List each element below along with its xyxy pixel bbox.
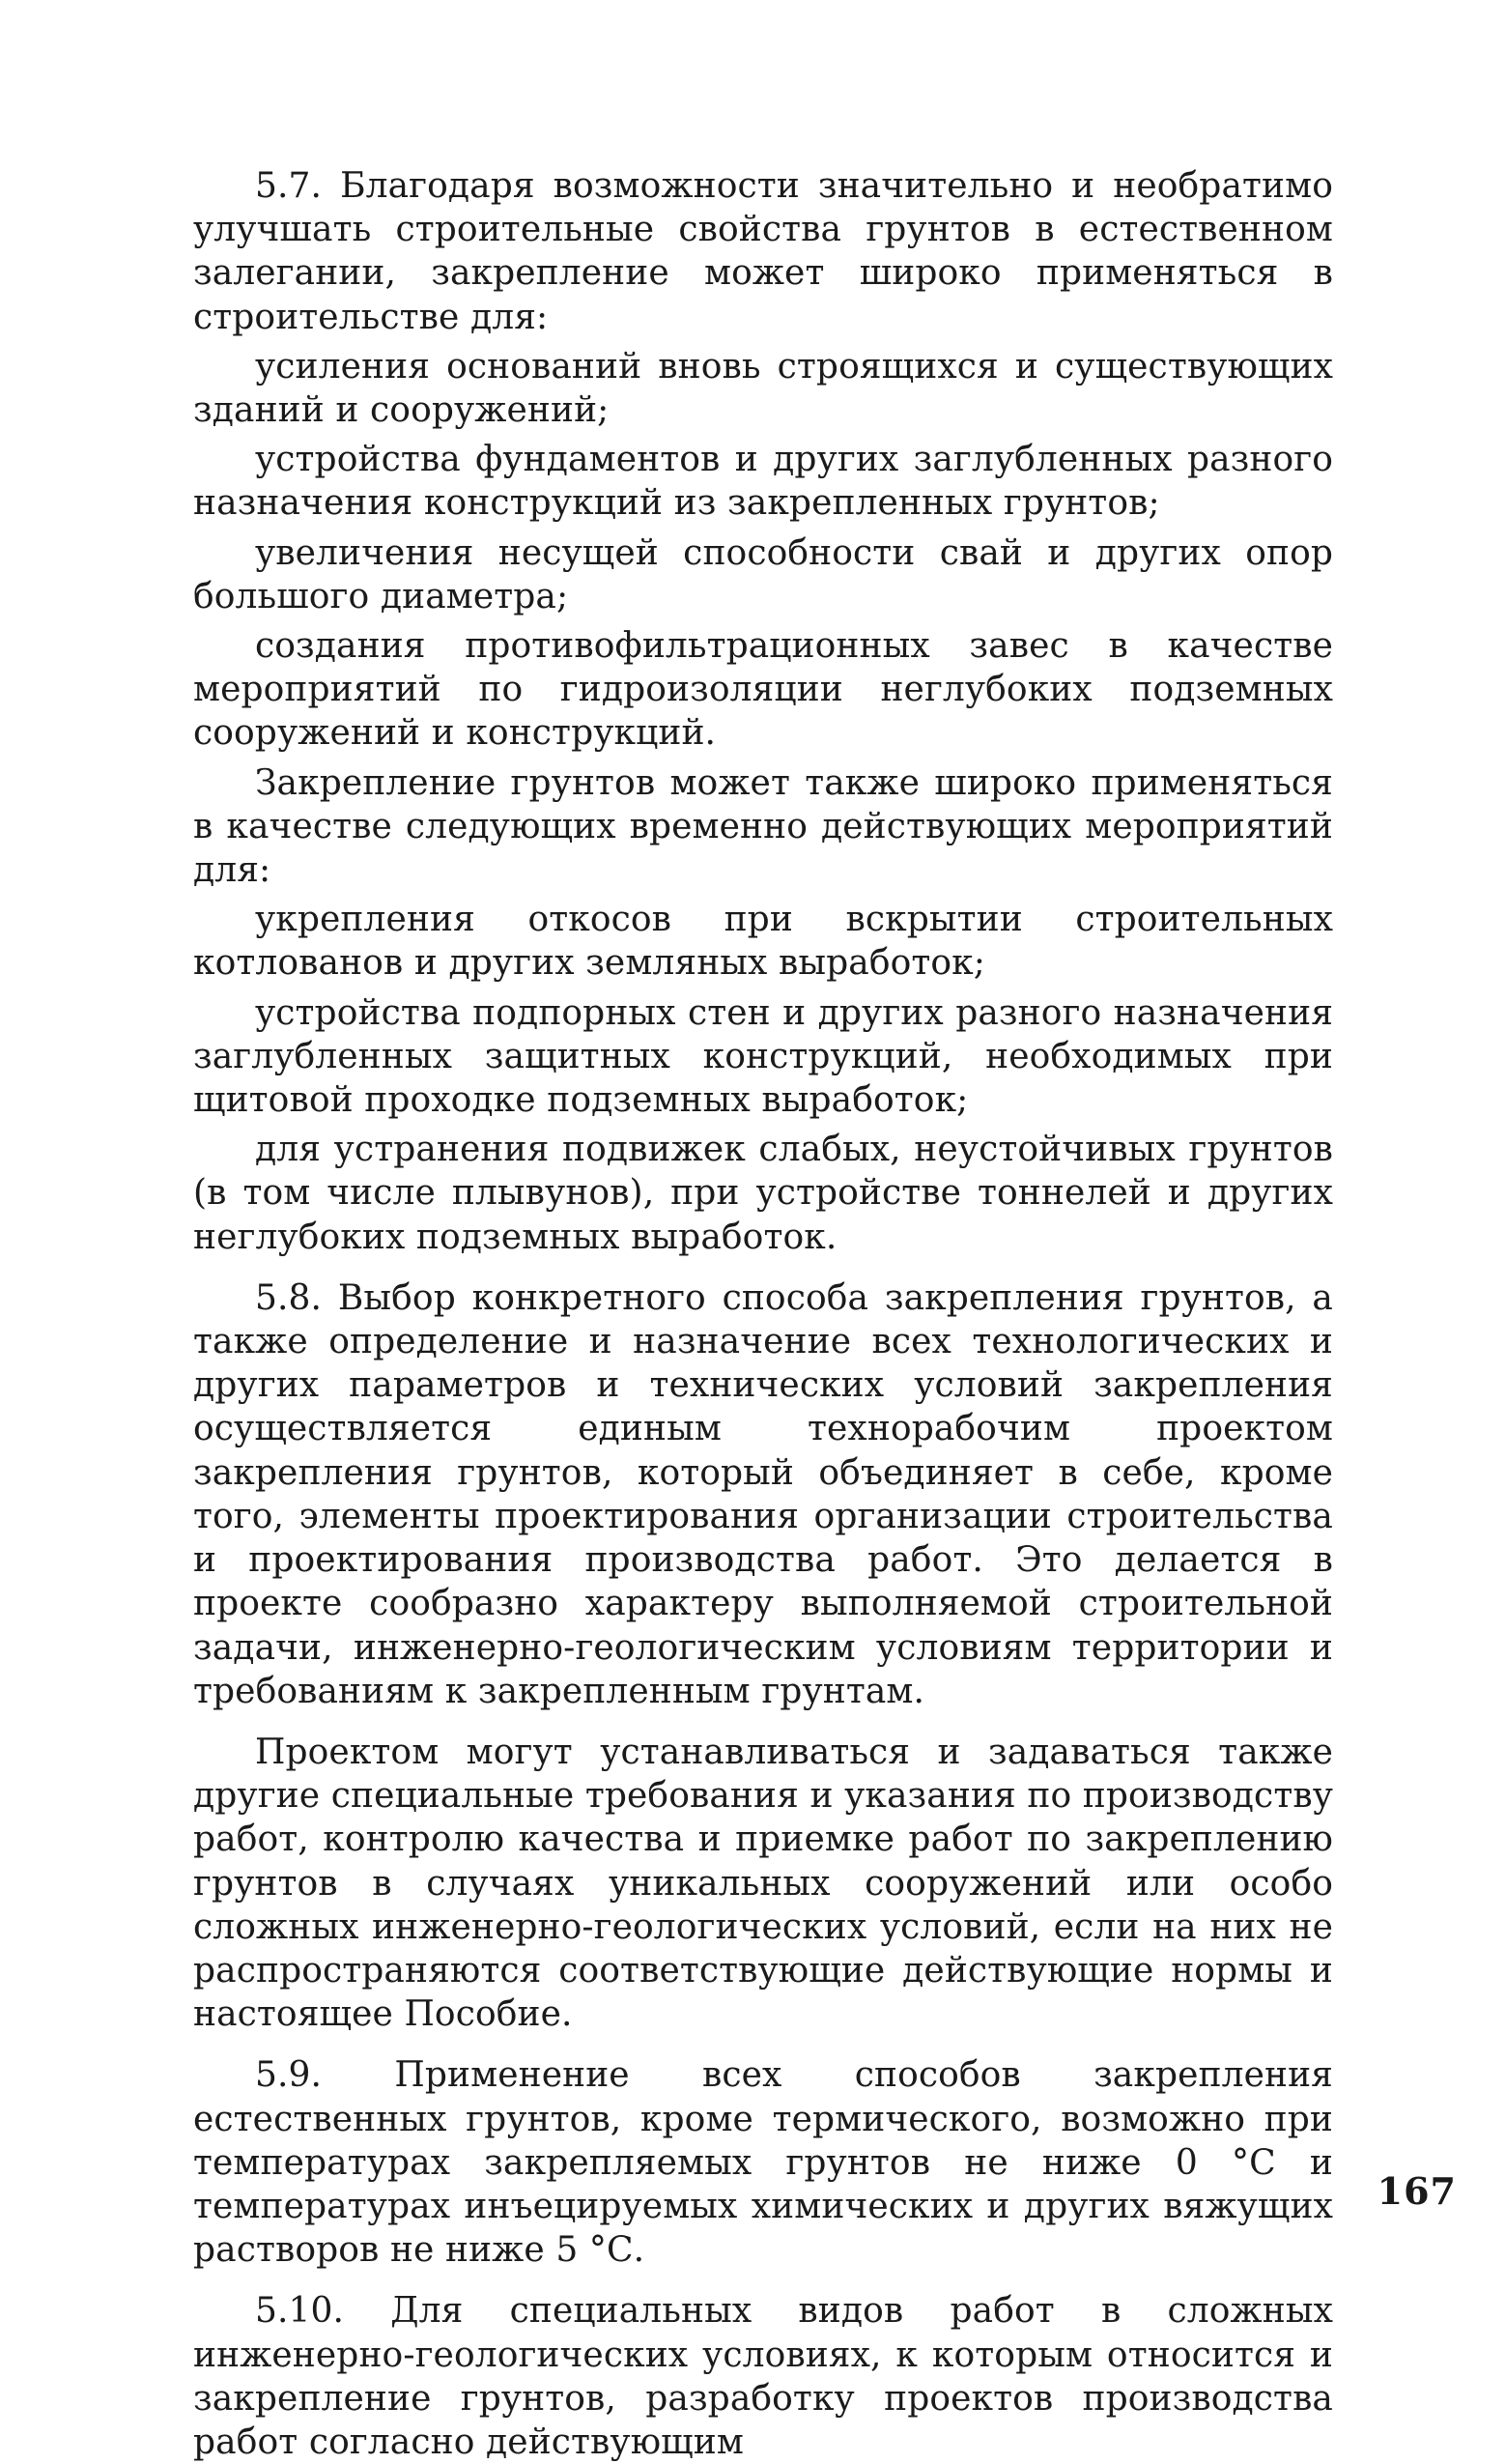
paragraph: Закрепление грунтов может также широко применяться в качестве следующих временно действующих мероприятий для:	[193, 762, 1333, 891]
list-item: устройства подпорных стен и других разного назначения заглубленных защитных конструкций, необходимых при щитовой проходке подземных выработок;	[193, 992, 1333, 1121]
paragraph-5-8: 5.8. Выбор конкретного способа закрепления грунтов, а также определение и назначение всех технологических и других параметров и технических условий закрепления осуществляется единым технорабочим проектом закрепления грунтов, который объединяет в себе, кроме того, элементы проектирования организации строительства и проектирования производства работ. Это делается в проекте сообразно характеру выполняемой строительной задачи, инженерно-геологическим условиям территории и требованиям к закрепленным грунтам.	[193, 1277, 1333, 1711]
list-item: для устранения подвижек слабых, неустойчивых грунтов (в том числе плывунов), при устройстве тоннелей и других неглубоких подземных выработок.	[193, 1130, 1333, 1257]
body-text	[193, 164, 1333, 2464]
list-item: устройства фундаментов и других заглубленных разного назначения конструкций из закрепленных грунтов;	[193, 440, 1333, 524]
paragraph-5-7: 5.7. Благодаря возможности значительно и необратимо улучшать строительные свойства грунтов в естественном залегании, закрепление может широко применяться в строительстве для:	[193, 166, 1333, 337]
list-item: укрепления откосов при вскрытии строительных котлованов и других земляных выработок;	[193, 900, 1333, 984]
paragraph-5-9: 5.9. Применение всех способов закрепления естественных грунтов, кроме термического, возможно при температурах закрепляемых грунтов не ниже 0 °С и температурах инъецируемых химических и других вяжущих растворов не ниже 5 °С.	[193, 2055, 1333, 2271]
paragraph-5-10: 5.10. Для специальных видов работ в сложных инженерно-геологических условиях, к которым относится и закрепление грунтов, разработку проектов производства работ согласно действующим	[193, 2291, 1333, 2462]
paragraph: Проектом могут устанавливаться и задаваться также другие специальные требования и указания по производству работ, контролю качества и приемке работ по закреплению грунтов в случаях уникальных сооружений или особо сложных инженерно-геологических условий, если на них не распространяются соответствующие действующие нормы и настоящее Пособие.	[193, 1732, 1333, 2035]
document-page	[193, 164, 1333, 2462]
list-item: увеличения несущей способности свай и других опор большого диаметра;	[193, 532, 1333, 616]
list-item: усиления оснований вновь строящихся и существующих зданий и сооружений;	[193, 346, 1333, 431]
list-item: создания противофильтрационных завес в качестве мероприятий по гидроизоляции неглубоких подземных сооружений и конструкций.	[193, 626, 1333, 754]
page-number: 167	[1377, 2169, 1457, 2213]
